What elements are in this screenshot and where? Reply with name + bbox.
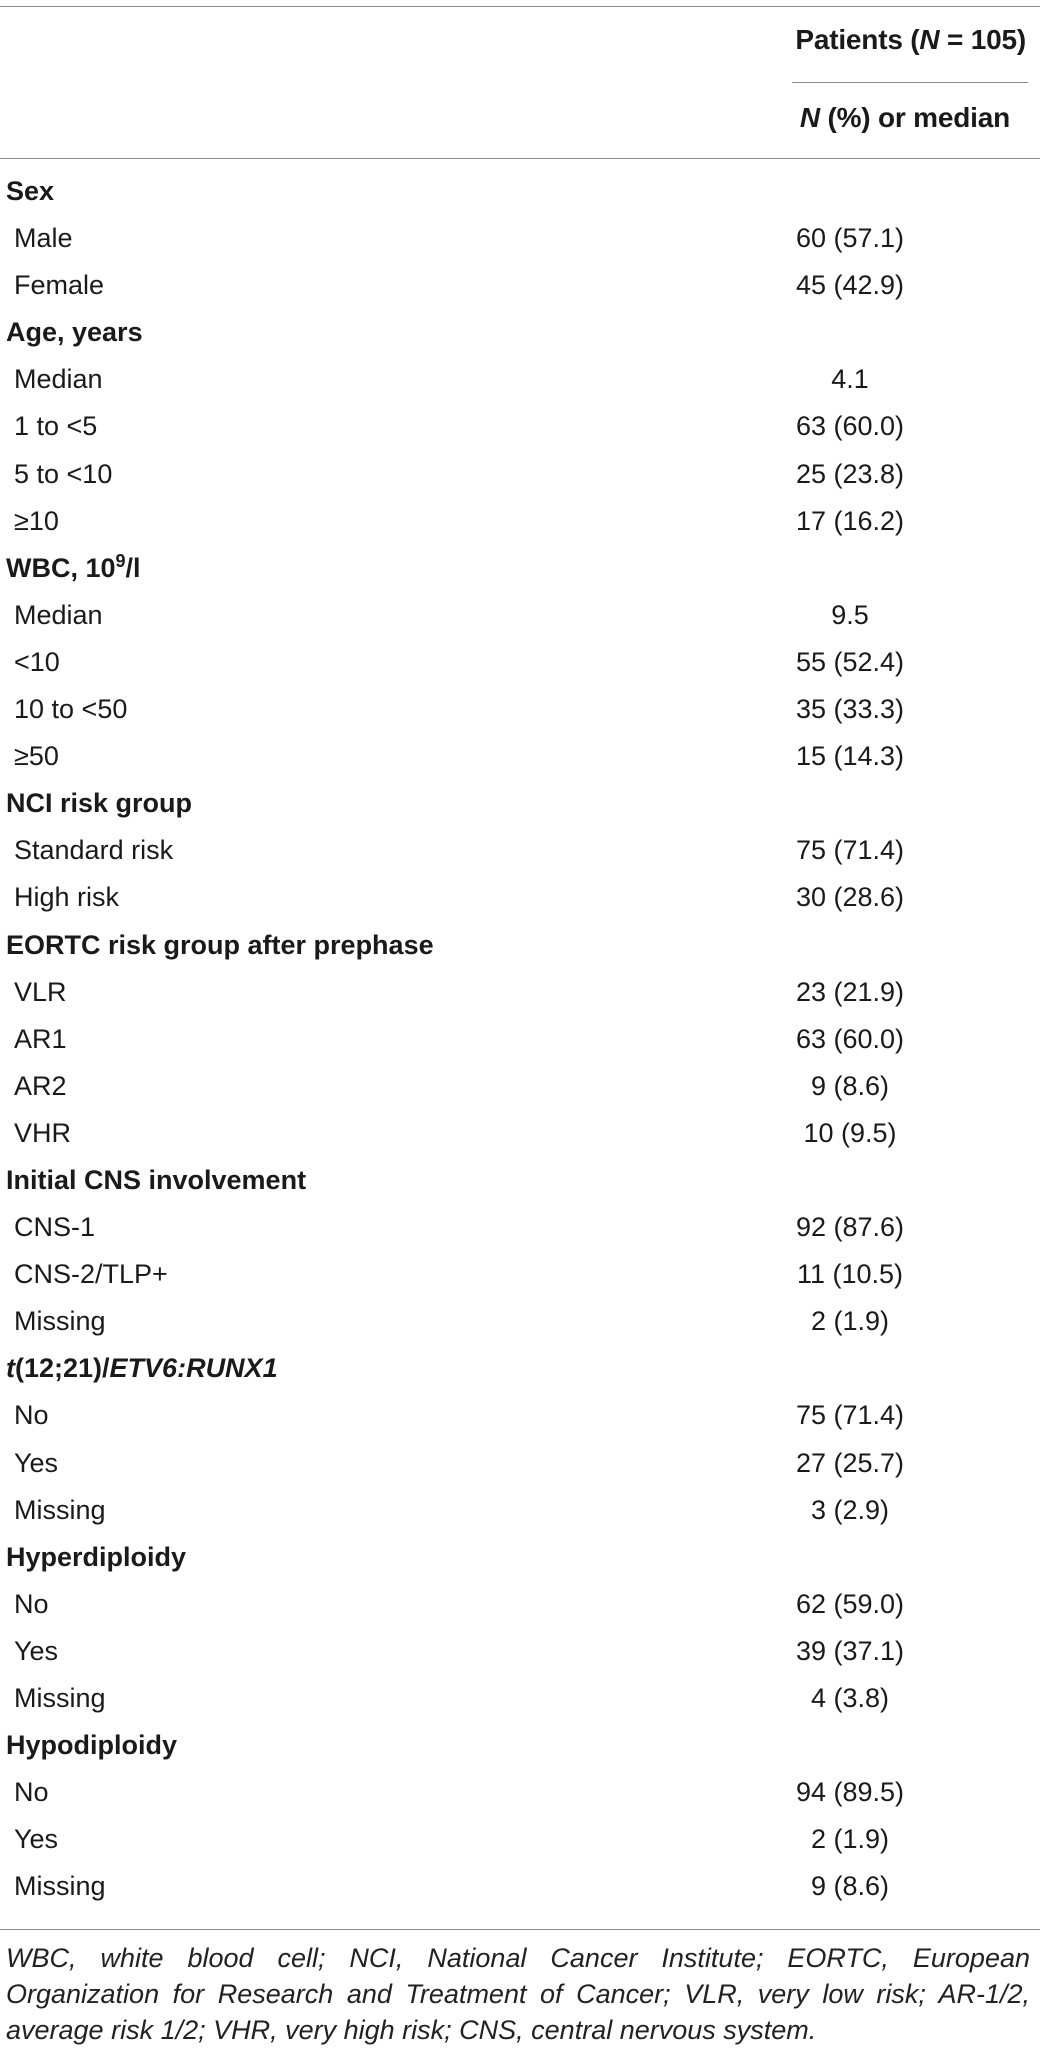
table-row <box>0 1251 1040 1298</box>
section-label: t(12;21)/ETV6:RUNX1 <box>6 1353 278 1384</box>
section-label: Sex <box>6 176 55 206</box>
row-value: 4.1 <box>831 364 869 395</box>
section-header-row <box>0 1722 1040 1769</box>
row-value: 2 (1.9) <box>810 1824 890 1855</box>
table-row <box>0 403 1040 450</box>
row-label: Standard risk <box>14 835 174 866</box>
table-row <box>0 451 1040 498</box>
row-label: Missing <box>14 1871 106 1902</box>
top-rule <box>0 6 1040 7</box>
row-value: 35 (33.3) <box>795 694 905 725</box>
section-header-row <box>0 922 1040 969</box>
row-label: ≥10 <box>14 505 59 536</box>
row-value: 15 (14.3) <box>795 741 905 772</box>
table-row <box>0 356 1040 403</box>
row-value: 9.5 <box>831 599 869 630</box>
table-row <box>0 1581 1040 1628</box>
row-label: AR1 <box>14 1023 67 1054</box>
table-row <box>0 215 1040 262</box>
row-label: ≥50 <box>14 741 59 772</box>
section-header-row <box>0 1157 1040 1204</box>
table-row <box>0 1675 1040 1722</box>
header-bottom-rule <box>0 158 1040 159</box>
row-value: 60 (57.1) <box>795 223 905 254</box>
row-value: 63 (60.0) <box>795 411 905 442</box>
row-label: Yes <box>14 1635 59 1666</box>
table-row <box>0 1016 1040 1063</box>
row-value: 27 (25.7) <box>795 1447 905 1478</box>
row-label: VHR <box>14 1117 72 1148</box>
row-label: Missing <box>14 1306 106 1337</box>
row-label: CNS-1 <box>14 1212 96 1243</box>
row-label: <10 <box>14 646 60 677</box>
row-value: 45 (42.9) <box>795 270 905 301</box>
table-row <box>0 592 1040 639</box>
section-label: EORTC risk group after prephase <box>6 929 434 960</box>
section-header-row <box>0 1534 1040 1581</box>
table-row <box>0 1440 1040 1487</box>
row-label: AR2 <box>14 1070 67 1101</box>
row-value: 94 (89.5) <box>795 1777 905 1808</box>
row-label: Male <box>14 223 73 254</box>
header-sub-rule <box>792 82 1028 83</box>
row-label: Missing <box>14 1683 106 1713</box>
row-value: 17 (16.2) <box>795 505 905 536</box>
row-value: 25 (23.8) <box>795 458 905 489</box>
row-value: 39 (37.1) <box>795 1635 905 1666</box>
row-label: Yes <box>14 1824 59 1855</box>
table-row <box>0 1298 1040 1345</box>
section-label: NCI risk group <box>6 788 193 819</box>
section-header-row <box>0 545 1040 592</box>
row-label: High risk <box>14 882 120 913</box>
row-label: Missing <box>14 1494 106 1525</box>
section-header-row <box>0 1345 1040 1392</box>
row-label: VLR <box>14 976 67 1007</box>
row-value: 3 (2.9) <box>810 1494 890 1525</box>
section-header-row <box>0 309 1040 356</box>
row-value: 23 (21.9) <box>795 976 905 1007</box>
table-row <box>0 1063 1040 1110</box>
section-label: WBC, $10^9/l$ <box>6 550 141 583</box>
row-label: Yes <box>14 1447 59 1478</box>
row-value: 75 (71.4) <box>795 1400 905 1431</box>
row-label: Female <box>14 270 105 301</box>
section-label: Initial CNS involvement <box>6 1164 307 1195</box>
section-label: Hyperdiploidy <box>6 1541 187 1572</box>
table-row <box>0 827 1040 874</box>
table-row <box>0 686 1040 733</box>
row-label: Median <box>14 364 103 395</box>
section-header-row <box>0 780 1040 827</box>
row-label: Median <box>14 599 103 630</box>
row-value: 63 (60.0) <box>795 1023 905 1054</box>
row-value: 11 (10.5) <box>796 1259 904 1290</box>
row-label: 5 to <10 <box>14 458 113 489</box>
row-value: 10 (9.5) <box>803 1117 897 1148</box>
row-label: No <box>14 1588 49 1619</box>
table-row <box>0 1204 1040 1251</box>
table-row <box>0 969 1040 1016</box>
row-value: 92 (87.6) <box>795 1212 905 1243</box>
table-row <box>0 1769 1040 1816</box>
row-value: 2 (1.9) <box>810 1306 890 1337</box>
data-table <box>0 168 1040 1910</box>
row-label: No <box>14 1777 49 1808</box>
section-label: Hypodiploidy <box>6 1730 177 1761</box>
table-row <box>0 1628 1040 1675</box>
bottom-rule <box>0 1929 1040 1930</box>
table-row <box>0 262 1040 309</box>
row-value: 55 (52.4) <box>795 646 905 677</box>
row-value: 9 (8.6) <box>810 1070 890 1101</box>
row-value: 30 (28.6) <box>795 882 905 913</box>
table-row <box>0 1816 1040 1863</box>
row-label: 1 to <5 <box>14 411 98 442</box>
table-row <box>0 733 1040 780</box>
row-label: 10 to <50 <box>14 694 128 725</box>
table-row <box>0 639 1040 686</box>
column-subheader: N (%) or median <box>799 102 1010 133</box>
section-label: Age, years <box>6 317 143 348</box>
row-value: 62 (59.0) <box>795 1588 905 1619</box>
table-row <box>0 1863 1040 1910</box>
column-header: Patients (N = 105) <box>795 24 1026 55</box>
table-row <box>0 1392 1040 1439</box>
row-value: 75 (71.4) <box>795 835 905 866</box>
row-value: 9 (8.6) <box>810 1871 890 1902</box>
row-value: 4 (3.8) <box>810 1683 890 1713</box>
row-label: No <box>14 1400 49 1431</box>
row-label: CNS-2/TLP+ <box>14 1259 168 1290</box>
section-header-row <box>0 168 1040 215</box>
table-row <box>0 874 1040 921</box>
table-row <box>0 498 1040 545</box>
table-row <box>0 1487 1040 1534</box>
table-footnote: WBC, white blood cell; NCI, National Cancer Institute; EORTC, European Organization for Research and Treatment of Cancer; VLR, very low risk; AR-1/2, average risk 1/2; VHR, very high risk; CNS, central nervous system. <box>6 1943 1030 2045</box>
table-row <box>0 1110 1040 1157</box>
